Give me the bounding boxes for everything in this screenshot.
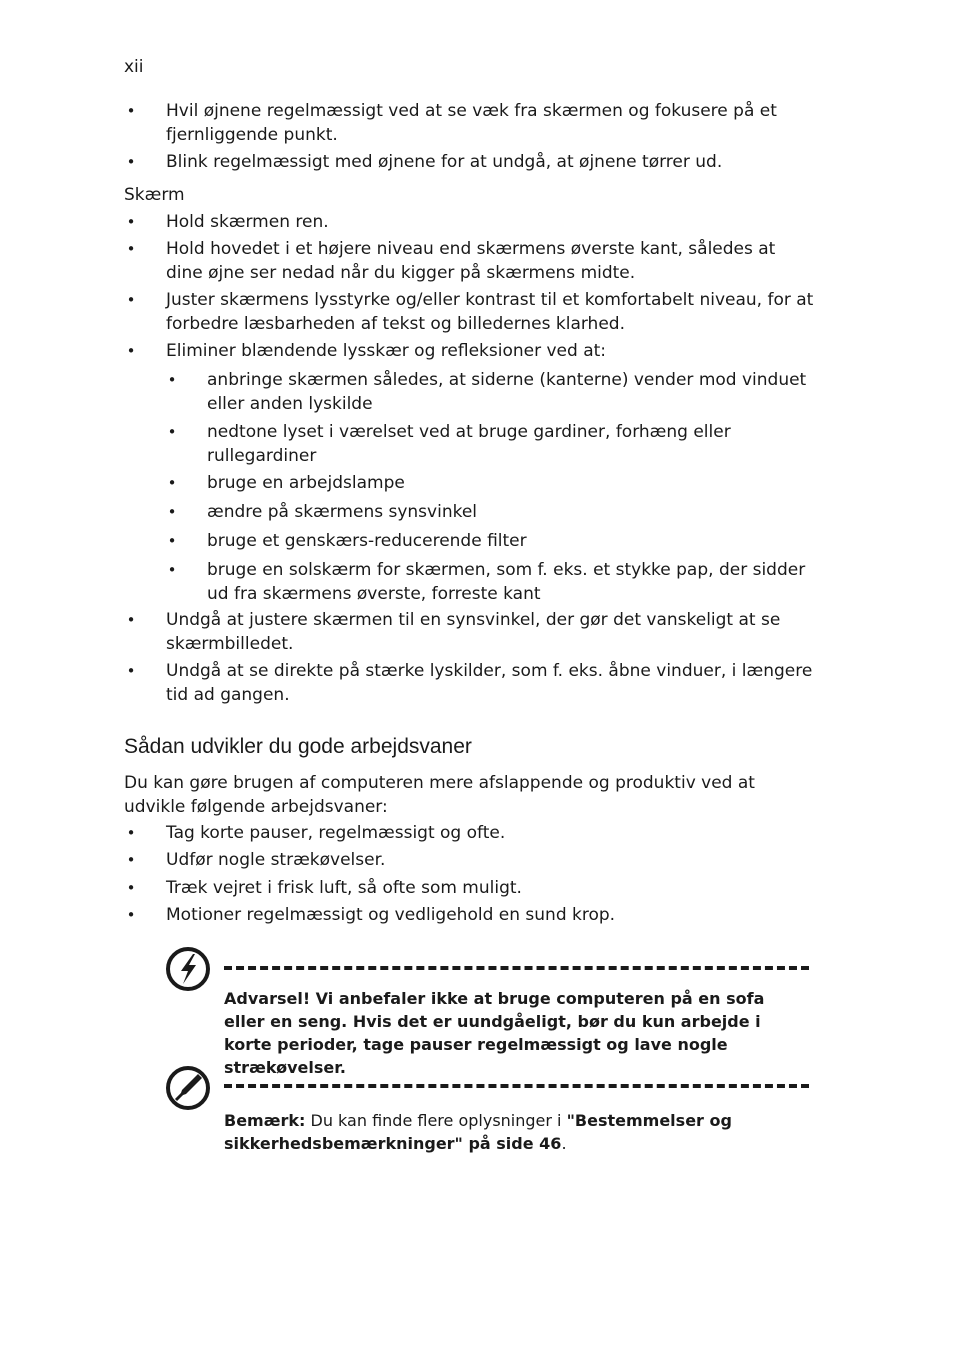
note-pen-icon bbox=[164, 1064, 212, 1112]
bullet-icon: • bbox=[167, 561, 177, 579]
bullet-icon: • bbox=[167, 474, 177, 492]
bullet-icon: • bbox=[126, 102, 136, 120]
note-text bbox=[224, 1109, 804, 1155]
note-reference-link[interactable]: "Bestemmelser og sikkerhedsbemærkninger" på side 46 bbox=[224, 1111, 732, 1153]
bullet-icon: • bbox=[167, 503, 177, 521]
note-label: Bemærk: bbox=[224, 1111, 306, 1130]
manual-page: xii • Hvil øjnene regelmæssigt ved at se væk fra skærmen og fokusere på et fjernliggende punkt. • Blink regelmæssigt med øjnene for at undgå, at øjnene tørrer ud. Skærm • Hold skærmen ren. • Hold hovedet i et højere niveau end skærmens øverste kant, således at dine øjne ser nedad når du kigger på skærmens midte. • Juster skærmens lysstyrke og/eller kontrast til et komfortabelt niveau, for at forbedre læsbarheden af tekst og billedernes klarhed. • Eliminer blændende lysskær og refleksioner ved at: • anbringe skærmen således, at siderne (kanterne) vender mod vinduet eller anden lyskilde • nedtone lyset i værelset ved at bruge gardiner, forhæng eller rullegardiner • bruge en arbejdslampe • ændre på skærmens synsvinkel • bruge et genskærs-reducerende filter • bruge en solskærm for skærmen, som f. eks. et stykke pap, der sidder ud fra skærmens øverste, forreste kant • Undgå at justere skærmen til en synsvinkel, der gør det vanskeligt at se skærmbilledet. • Undgå at se direkte på stærke lyskilder, som f. eks. åbne vinduer, i længere tid ad gangen. Sådan udvikler du gode arbejdsvaner Du kan gøre brugen af computeren mere afslappende og produktiv ved at udvikle følgende arbejdsvaner: • Tag korte pauser, regelmæssigt og ofte. • Udfør nogle strækøvelser. • Træk vejret i frisk luft, så ofte som muligt. • Motioner regelmæssigt og vedligehold en sund krop. Advarsel! Vi anbefaler ikke at bruge computeren på en sofa eller en seng. Hvis det er uundgåeligt, bør du kun arbejde i korte perioder, tage pauser regelmæssigt og lave nogle strækøvelser. Bemærk: Du kan finde flere oplysninger i "Bestemmelser og sikkerhedsbemærkninger" på side 46. bbox=[124, 57, 814, 1153]
bullet-icon: • bbox=[126, 851, 136, 869]
bullet-icon: • bbox=[126, 153, 136, 171]
warning-text: Advarsel! Vi anbefaler ikke at bruge computeren på en sofa eller en seng. Hvis det er uundgåeligt, bør du kun arbejde i korte perioder, tage pauser regelmæssigt og lave nogle strækøvelser. bbox=[224, 989, 765, 1077]
warning-divider bbox=[224, 966, 809, 970]
bullet-icon: • bbox=[126, 906, 136, 924]
bullet-icon: • bbox=[126, 879, 136, 897]
bullet-icon: • bbox=[126, 291, 136, 309]
bullet-icon: • bbox=[126, 611, 136, 629]
section-heading: Sådan udvikler du gode arbejdsvaner bbox=[124, 735, 472, 758]
bullet-icon: • bbox=[126, 240, 136, 258]
section-label-screen: Skærm bbox=[124, 185, 185, 205]
bullet-icon: • bbox=[167, 423, 177, 441]
bullet-icon: • bbox=[167, 371, 177, 389]
note-end: . bbox=[561, 1134, 567, 1153]
bullet-icon: • bbox=[126, 342, 136, 360]
intro-paragraph: Du kan gøre brugen af computeren mere afslappende og produktiv ved at udvikle følgende arbejdsvaner: bbox=[124, 773, 755, 817]
bullet-icon: • bbox=[126, 824, 136, 842]
note-body: Du kan finde flere oplysninger i bbox=[305, 1111, 567, 1130]
page-number: xii bbox=[124, 57, 144, 77]
note-divider bbox=[224, 1084, 809, 1088]
list-item: • Hvil øjnene regelmæssigt ved at se væk fra skærmen og fokusere på et fjernliggende punkt. bbox=[124, 99, 814, 147]
lightning-warning-icon bbox=[164, 945, 212, 993]
bullet-icon: • bbox=[167, 532, 177, 550]
bullet-icon: • bbox=[126, 213, 136, 231]
bullet-icon: • bbox=[126, 662, 136, 680]
